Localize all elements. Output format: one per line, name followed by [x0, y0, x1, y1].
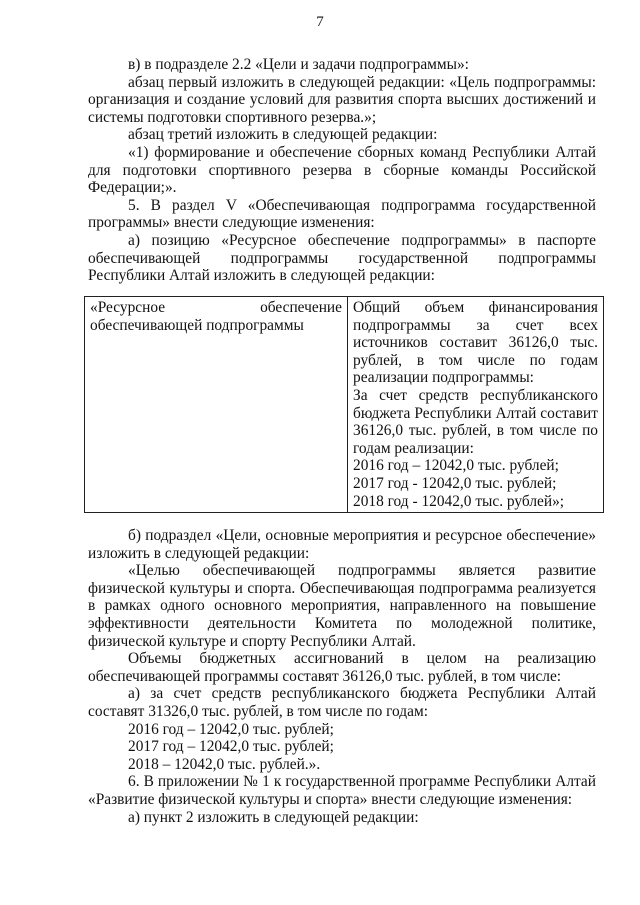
- table-cell-label: «Ресурсное обеспечение обеспечивающей подпрограммы: [85, 297, 348, 513]
- document-body-top: [88, 56, 596, 285]
- document-body-bottom: [88, 527, 596, 826]
- table-cell-text: 2016 год – 12042,0 тыс. рублей;: [353, 457, 559, 475]
- paragraph: а) за счет средств республиканского бюджета Республики Алтай составят 31326,0 тыс. рублей, в том числе по годам:: [88, 685, 596, 720]
- paragraph: 6. В приложении № 1 к государственной программе Республики Алтай «Развитие физической культуры и спорта» внести следующие изменения:: [88, 773, 596, 808]
- paragraph: б) подраздел «Цели, основные мероприятия и ресурсное обеспечение» изложить в следующей редакции:: [88, 527, 596, 562]
- resource-table: [84, 296, 604, 513]
- page-number: 7: [316, 14, 324, 30]
- table-cell-text: 2018 год - 12042,0 тыс. рублей»;: [353, 492, 565, 510]
- paragraph: «Целью обеспечивающей подпрограммы является развитие физической культуры и спорта. Обеспечивающая подпрограмма реализуется в рамках одного основного мероприятия, направленного на повышение эффективности деятельности Комитета по молодежной политике, физической культуре и спорту Республики Алтай.: [88, 562, 596, 650]
- paragraph: 2018 – 12042,0 тыс. рублей.».: [128, 755, 321, 773]
- paragraph: 2017 год – 12042,0 тыс. рублей;: [128, 738, 334, 756]
- table-cell-text: За счет средств республиканского бюджета Республики Алтай составит 36126,0 тыс. рублей, в том числе по годам реализации:: [353, 386, 598, 457]
- paragraph: а) пункт 2 изложить в следующей редакции:: [128, 808, 419, 826]
- table-cell-content: [348, 297, 604, 513]
- paragraph: а) позицию «Ресурсное обеспечение подпрограммы» в паспорте обеспечивающей подпрограммы государственной подпрограммы Республики Алтай изложить в следующей редакции:: [88, 231, 596, 285]
- paragraph: 2016 год – 12042,0 тыс. рублей;: [128, 720, 334, 738]
- table-cell-text: 2017 год - 12042,0 тыс. рублей;: [353, 474, 557, 492]
- table-row: [85, 297, 604, 513]
- table-cell-text: Общий объем финансирования подпрограммы за счет всех источников составит 36126,0 тыс. рублей, в том числе по годам реализации подпрограммы:: [353, 299, 598, 387]
- paragraph: в) в подразделе 2.2 «Цели и задачи подпрограммы»:: [128, 56, 469, 73]
- paragraph: Объемы бюджетных ассигнований в целом на реализацию обеспечивающей программы составят 36126,0 тыс. рублей, в том числе:: [88, 650, 596, 685]
- paragraph: абзац третий изложить в следующей редакции:: [128, 126, 438, 144]
- paragraph: 5. В раздел V «Обеспечивающая подпрограмма государственной программы» внести следующие изменения:: [88, 196, 596, 232]
- paragraph: «1) формирование и обеспечение сборных команд Республики Алтай для подготовки спортивного резерва в сборные команды Российской Федерации;».: [88, 143, 596, 197]
- paragraph: абзац первый изложить в следующей редакции: «Цель подпрограммы: организация и создание условий для развития спорта высших достижений и системы подготовки спортивного резерва.»;: [88, 73, 596, 126]
